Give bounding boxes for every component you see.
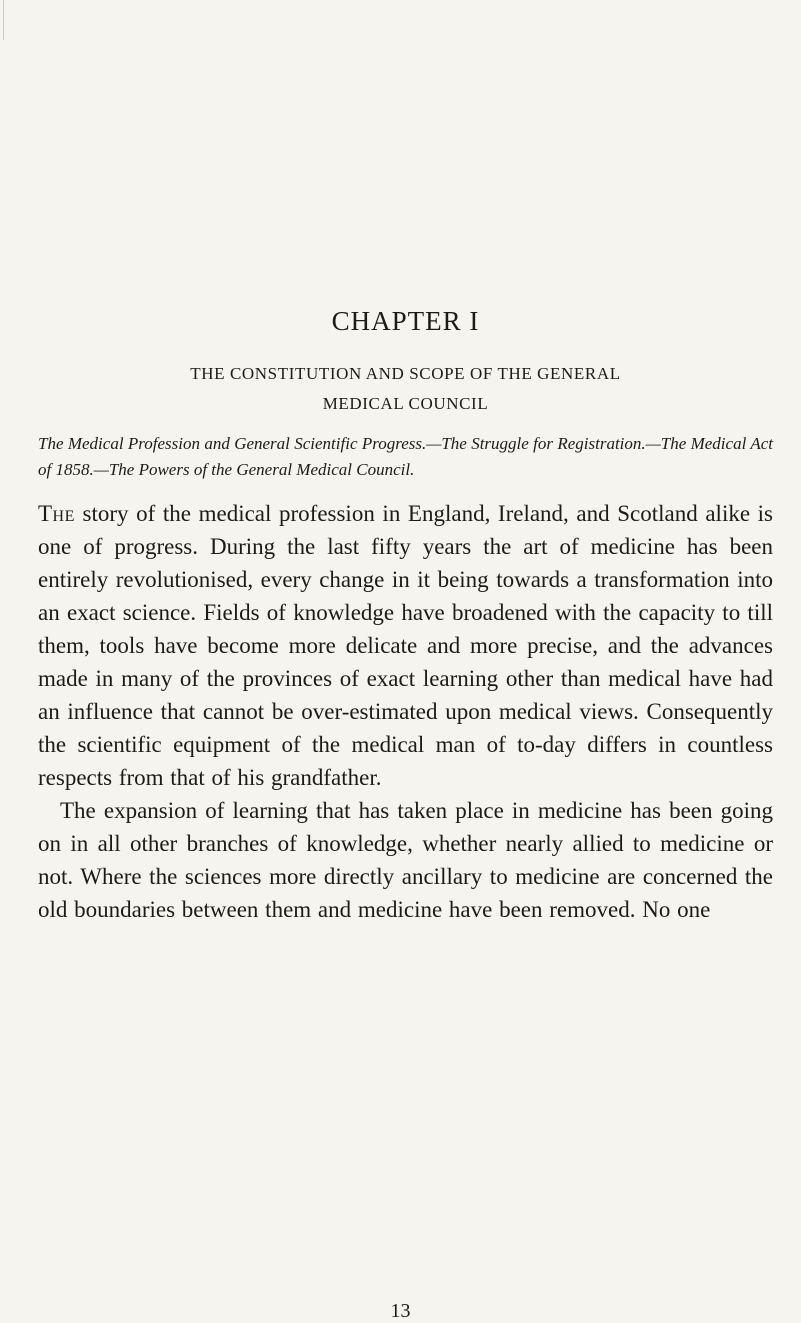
paragraph-1-lead-word: The bbox=[38, 501, 75, 526]
chapter-synopsis: The Medical Profession and General Scientific Progress.—The Struggle for Registration.—The Medical Act of 1858.—The Powers of the General Medical Council. bbox=[38, 434, 773, 479]
paragraph-2: The expansion of learning that has taken place in medicine has been going on in all other branches of knowledge, whether nearly allied to medicine or not. Where the sciences more directly ancillary to medicine are concerned the old boundaries between them and medicine have been removed. No one bbox=[38, 798, 773, 922]
chapter-heading: CHAPTER I bbox=[331, 306, 480, 336]
paragraph-1 bbox=[38, 497, 773, 794]
paragraph-1-text: story of the medical profession in England, Ireland, and Scotland alike is one of progress. During the last fifty years the art of medicine has been entirely revolutionised, every change in it being towards a transformation into an exact science. Fields of knowledge have broadened with the capacity to till them, tools have become more delicate and more precise, and the advances made in many of the provinces of exact learning other than medical have had an influence that cannot be over-estimated upon medical views. Consequently the scientific equipment of the medical man of to-day differs in countless respects from that of his grandfather. bbox=[38, 501, 773, 790]
chapter-title-line-1: THE CONSTITUTION AND SCOPE OF THE GENERAL bbox=[190, 364, 621, 383]
page-number: 13 bbox=[390, 1300, 411, 1322]
chapter-title-line-2: MEDICAL COUNCIL bbox=[322, 394, 489, 413]
page-edge-line bbox=[3, 0, 4, 40]
book-page bbox=[38, 306, 773, 926]
